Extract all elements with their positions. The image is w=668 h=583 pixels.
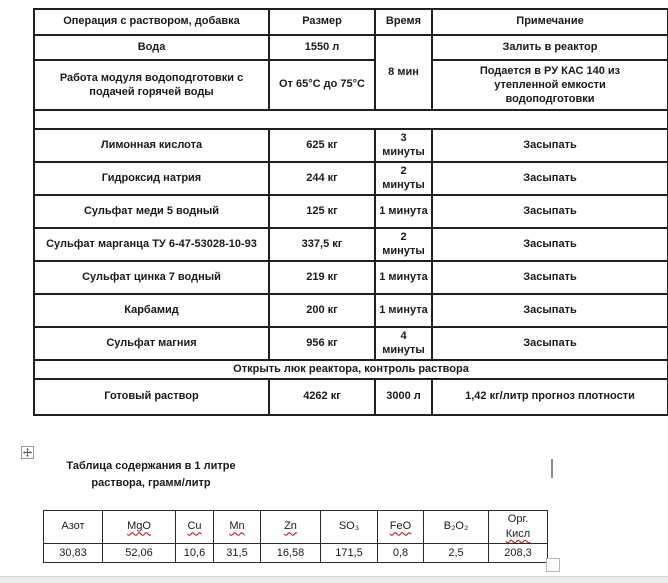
ingredient-size: 244 кг <box>269 162 375 195</box>
final-volume: 3000 л <box>375 379 432 415</box>
cu-label: Cu <box>187 520 202 533</box>
time-value-merged: 8 мин <box>375 35 432 110</box>
org-acid-line-1: Орг. <box>507 513 529 525</box>
table-row <box>34 261 668 294</box>
note-value-text: Подается в РУ КАС 140 из утепленной емкости водоподготовки <box>479 64 621 106</box>
empty-spacer-row <box>34 110 668 129</box>
ingredient-time: 1 минута <box>375 294 432 327</box>
table-row <box>34 60 668 110</box>
feo-label: FeO <box>389 520 412 533</box>
table-move-handle[interactable] <box>21 446 34 459</box>
size-value: От 65°С до 75°С <box>269 60 375 110</box>
empty-cell <box>34 110 668 129</box>
cu-value: 10,6 <box>176 543 214 562</box>
mn-value: 31,5 <box>214 543 261 562</box>
ingredient-size: 200 кг <box>269 294 375 327</box>
control-instruction: Открыть люк реактора, контроль раствора <box>34 360 668 379</box>
ingredient-name: Сульфат меди 5 водный <box>34 195 269 228</box>
org-acid-line-2: Кисл <box>505 527 531 540</box>
feo-value: 0,8 <box>378 543 424 562</box>
final-row <box>34 379 668 415</box>
ingredient-time: 4 минуты <box>375 327 432 360</box>
size-value: 1550 л <box>269 35 375 60</box>
final-mass: 4262 кг <box>269 379 375 415</box>
table-row <box>34 327 668 360</box>
mn-label: Mn <box>229 520 245 533</box>
column-header-time: Время <box>375 9 432 35</box>
org-acid-value: 208,3 <box>489 543 548 562</box>
operation-name-text: Работа модуля водоподготовки с подачей горячей воды <box>59 71 244 98</box>
nitrogen-value: 30,83 <box>44 543 103 562</box>
column-header-operation: Операция с раствором, добавка <box>34 9 269 35</box>
contents-table <box>43 510 548 563</box>
column-header-cu <box>176 511 214 544</box>
column-header-note: Примечание <box>432 9 668 35</box>
contents-header-row <box>44 511 548 544</box>
table-row <box>34 35 668 60</box>
ingredient-note: Засыпать <box>432 228 668 261</box>
ingredient-note: Засыпать <box>432 327 668 360</box>
mgo-label: MgO <box>127 520 151 533</box>
column-header-feo <box>378 511 424 544</box>
ingredient-size: 219 кг <box>269 261 375 294</box>
table-row <box>34 294 668 327</box>
so3-value: 171,5 <box>321 543 378 562</box>
ingredient-name: Гидроксид натрия <box>34 162 269 195</box>
column-header-zn <box>261 511 321 544</box>
ingredient-time: 2 минуты <box>375 228 432 261</box>
ingredient-name: Сульфат марганца ТУ 6-47-53028-10-93 <box>34 228 269 261</box>
control-row <box>34 360 668 379</box>
ingredient-time: 3 минуты <box>375 129 432 162</box>
table-resize-handle[interactable] <box>546 558 560 572</box>
b2o2-value: 2,5 <box>424 543 489 562</box>
note-value <box>432 60 668 110</box>
operation-name <box>34 60 269 110</box>
ingredient-time: 1 минута <box>375 195 432 228</box>
mgo-value: 52,06 <box>103 543 176 562</box>
ingredient-time: 2 минуты <box>375 162 432 195</box>
text-insertion-cursor <box>551 459 553 478</box>
contents-values-row <box>44 543 548 562</box>
ingredient-size: 337,5 кг <box>269 228 375 261</box>
title-line-1: Таблица содержания в 1 литре <box>66 460 236 472</box>
table-row <box>34 228 668 261</box>
table-row <box>34 129 668 162</box>
ingredient-note: Засыпать <box>432 129 668 162</box>
column-header-org-acid <box>489 511 548 544</box>
ingredient-note: Засыпать <box>432 162 668 195</box>
ingredient-name: Карбамид <box>34 294 269 327</box>
ingredient-name: Лимонная кислота <box>34 129 269 162</box>
ingredient-size: 956 кг <box>269 327 375 360</box>
ingredient-time: 1 минута <box>375 261 432 294</box>
page-bottom-edge <box>0 576 668 583</box>
column-header-mn <box>214 511 261 544</box>
contents-table-title <box>55 458 247 492</box>
four-arrows-icon <box>23 444 32 462</box>
title-line-2: раствора, грамм/литр <box>91 477 211 490</box>
final-name: Готовый раствор <box>34 379 269 415</box>
column-header-nitrogen: Азот <box>44 511 103 544</box>
final-note: 1,42 кг/литр прогноз плотности <box>432 379 668 415</box>
column-header-so3: SO₃ <box>321 511 378 544</box>
column-header-mgo <box>103 511 176 544</box>
process-table <box>33 8 668 416</box>
note-value: Залить в реактор <box>432 35 668 60</box>
table-row <box>34 195 668 228</box>
operation-name: Вода <box>34 35 269 60</box>
ingredient-note: Засыпать <box>432 294 668 327</box>
table-header-row <box>34 9 668 35</box>
ingredient-name: Сульфат цинка 7 водный <box>34 261 269 294</box>
table-row <box>34 162 668 195</box>
ingredient-name: Сульфат магния <box>34 327 269 360</box>
zn-value: 16,58 <box>261 543 321 562</box>
ingredient-size: 625 кг <box>269 129 375 162</box>
column-header-b2o2: B₂O₂ <box>424 511 489 544</box>
zn-label: Zn <box>284 520 297 533</box>
ingredient-note: Засыпать <box>432 261 668 294</box>
ingredient-size: 125 кг <box>269 195 375 228</box>
ingredient-note: Засыпать <box>432 195 668 228</box>
column-header-size: Размер <box>269 9 375 35</box>
